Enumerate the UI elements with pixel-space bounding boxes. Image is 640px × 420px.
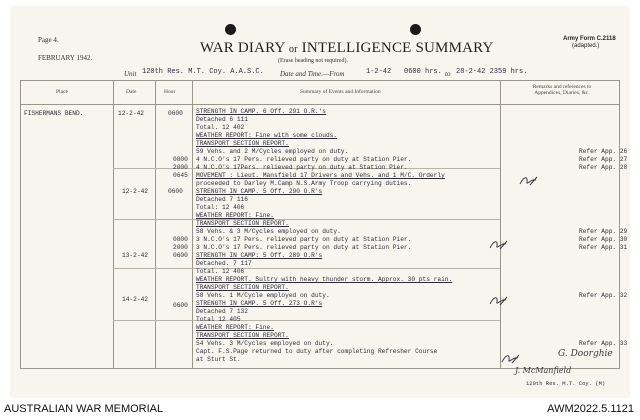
row-separator xyxy=(113,268,500,269)
summary-line: proceeded to Darley M.Camp N.S.Army Troop carrying duties. xyxy=(196,180,412,187)
signature: J. McManfield xyxy=(515,366,572,375)
col-divider xyxy=(500,80,501,368)
appendix-ref: Refer App. 30 xyxy=(579,236,628,243)
appendix-ref: Refer App. 26 xyxy=(579,148,628,155)
col-header-summary: Summary of Events and Information xyxy=(300,89,381,95)
handwritten-initials xyxy=(500,352,522,366)
summary-line: 59 Vehs. and 2 M/Cycles employed on duty. xyxy=(196,148,349,155)
hour-cell: 0600 xyxy=(168,188,183,195)
place-cell: FISHERMANS BEND. xyxy=(24,110,84,117)
punch-hole xyxy=(410,24,421,35)
hour-cell: 0600 xyxy=(168,110,183,117)
date-cell: 14-2-42 xyxy=(122,296,148,303)
appendix-ref: Refer App. 33 xyxy=(579,340,628,347)
handwritten-initials xyxy=(488,238,510,252)
summary-line: MOVEMENT : Lieut. Mansfield 17 Drivers and Vehs. and 1 M/C. Orderly xyxy=(196,172,445,179)
form-adapted: (adapted.) xyxy=(572,43,600,49)
summary-line: STRENGTH IN CAMP. 5 Off. 273 O.R's xyxy=(196,300,323,307)
appendix-ref: Refer App. 29 xyxy=(579,228,628,235)
summary-line: WEATHER REPORT: Fine. xyxy=(196,324,274,331)
summary-line: TRANSPORT SECTION REPORT. xyxy=(196,284,289,291)
unit-label: Unit xyxy=(124,70,137,78)
col-header-place: Place xyxy=(56,89,68,95)
date-time-label: Date and Time.—From xyxy=(280,70,345,78)
unit-value: 120th Res. M.T. Coy. A.A.S.C. xyxy=(142,68,264,76)
summary-line: 4 N.C.O's 17Pers. relieved party on duty at Station Pier. xyxy=(196,164,408,171)
summary-line: WEATHER REPORT: Fine. xyxy=(196,212,274,219)
page-subtitle: (Erase heading not required). xyxy=(278,58,348,64)
footer-left: AUSTRALIAN WAR MEMORIAL xyxy=(4,403,164,415)
summary-line: TRANSPORT SECTION REPORT. xyxy=(196,220,289,227)
appendix-ref: Refer App. 31 xyxy=(579,244,628,251)
from-time: 0600 hrs. xyxy=(404,68,442,76)
col-header-remarks: Remarks and references to Appendices, Diaries, &c. xyxy=(532,84,592,96)
summary-line: at Sturt St. xyxy=(196,356,241,363)
page-title: WAR DIARY or INTELLIGENCE SUMMARY xyxy=(200,40,494,56)
to-label: to xyxy=(445,70,451,78)
summary-line: STRENGTH IN CAMP. 5 Off. 290 O.R's xyxy=(196,188,323,195)
handwritten-initials xyxy=(488,294,510,308)
summary-line: STRENGTH IN CAMP: 5 Off. 289 O.R's xyxy=(196,252,323,259)
summary-line: Total. 12 402 xyxy=(196,124,245,131)
date-cell: 13-2-42 xyxy=(122,252,148,259)
col-divider xyxy=(192,80,193,368)
summary-line: 58 Vehs. & 3 M/Cycles employed on duty. xyxy=(196,228,341,235)
signature: G. Doorghie xyxy=(558,349,613,359)
hour-cell: 0600 xyxy=(173,302,188,309)
footer-right: AWM2022.5.1121 xyxy=(547,403,634,415)
table-header-rule xyxy=(20,104,620,105)
col-divider xyxy=(155,80,156,368)
summary-line: 54 Vehs. 3 M/Cycles employed on duty. xyxy=(196,340,334,347)
summary-line: TRANSPORT SECTION REPORT. xyxy=(196,140,289,147)
summary-line: Total: 12 406 xyxy=(196,204,245,211)
handwritten-initials xyxy=(518,174,540,188)
month-label: FEBRUARY 1942. xyxy=(38,54,93,62)
hour-cell: 0600 xyxy=(173,252,188,259)
summary-line: WEATHER REPORT: Fine with some clouds. xyxy=(196,132,338,139)
hour-cell: 2000 xyxy=(173,244,188,251)
hour-cell: 2000 xyxy=(173,164,188,171)
summary-line: 58 Vehs. 1 M/Cycle employed on duty. xyxy=(196,292,330,299)
punch-hole xyxy=(225,24,236,35)
from-date: 1-2-42 xyxy=(366,68,392,76)
row-separator xyxy=(113,320,500,321)
summary-line: Total. 12 406 xyxy=(196,268,245,275)
summary-line: Detached 7 132 xyxy=(196,308,248,315)
summary-line: Detached 7 116 xyxy=(196,196,248,203)
to-value: 28-2-42 2359 hrs. xyxy=(456,68,528,76)
summary-line: Detached 6 111 xyxy=(196,116,248,123)
summary-line: 4 N.C.O's 17 Pers. relieved party on duty at Station Pier. xyxy=(196,156,412,163)
summary-line: 3 N.C.O's 17 Pers. relieved party on duty at Station Pier. xyxy=(196,236,412,243)
summary-line: WEATHER REPORT. Sultry with heavy thunder storm. Approx. 30 pts rain. xyxy=(196,276,453,283)
table-top-rule xyxy=(20,80,620,81)
form-number: Army Form C.2118 xyxy=(563,36,616,42)
date-cell: 12-2-42 xyxy=(122,188,148,195)
page-number: Page 4. xyxy=(38,36,59,44)
table-right-border xyxy=(619,80,620,368)
summary-line: 3 N.C.O's 17 Pers. relieved party on duty at Station Pier. xyxy=(196,244,412,251)
summary-line: TRANSPORT SECTION REPORT. xyxy=(196,332,289,339)
col-divider xyxy=(113,80,114,368)
summary-line: Capt. F.S.Page returned to duty after completing Refresher Course xyxy=(196,348,438,355)
appendix-ref: Refer App. 27 xyxy=(579,156,628,163)
hour-cell: 0800 xyxy=(173,156,188,163)
table-left-border xyxy=(20,80,21,368)
diary-page xyxy=(10,6,630,398)
unit-stamp: 120th Res. M.T. Coy. (M) xyxy=(526,380,606,387)
hour-cell: 0645 xyxy=(173,172,188,179)
row-separator xyxy=(113,219,500,220)
col-header-date: Date xyxy=(126,89,137,95)
summary-line: Total 12 405 xyxy=(196,316,241,323)
date-cell: 12-2-42 xyxy=(118,110,144,117)
appendix-ref: Refer App. 28 xyxy=(579,164,628,171)
col-header-hour: Hour xyxy=(164,89,176,95)
hour-cell: 0800 xyxy=(173,236,188,243)
appendix-ref: Refer App. 32 xyxy=(579,292,628,299)
summary-line: STRENGTH IN CAMP. 6 Off. 291 O.R.'s xyxy=(196,108,326,115)
summary-line: Detached. 7 117 xyxy=(196,260,252,267)
